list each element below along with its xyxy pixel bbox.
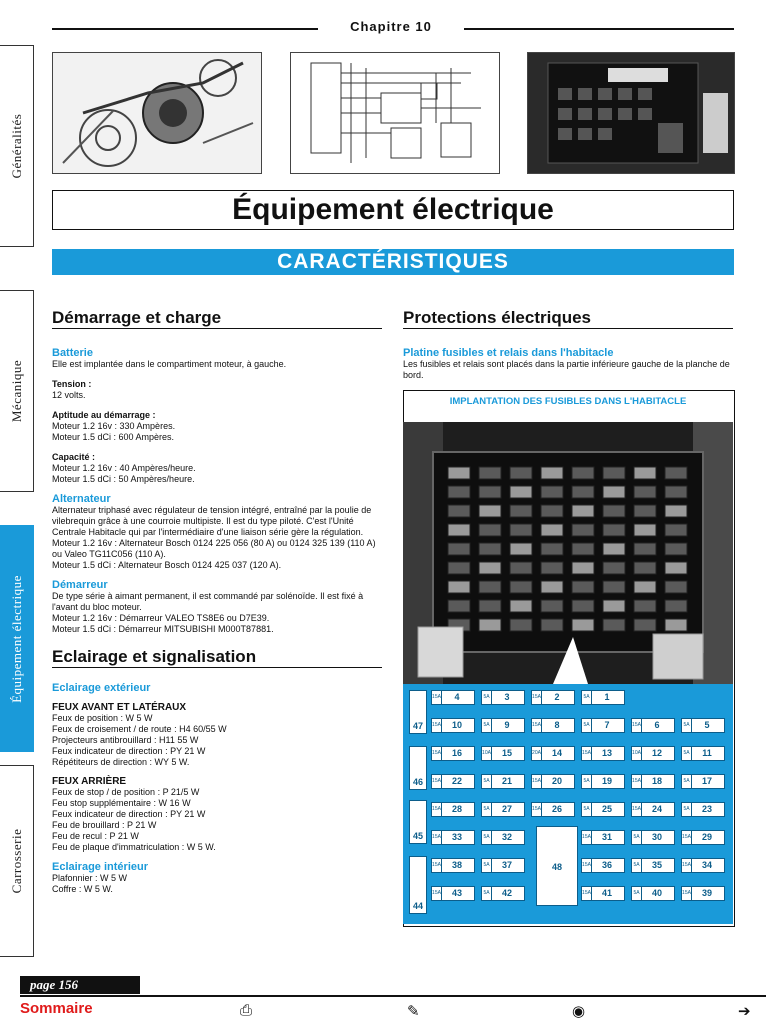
alternateur-heading: Alternateur [52, 493, 111, 505]
eclairage-int-line: Coffre : W 5 W. [52, 884, 113, 894]
aptitude-line: Moteur 1.5 dCi : 600 Ampères. [52, 432, 175, 442]
fuse-35: 5A 35 [631, 858, 675, 873]
feux-arriere-line: Feu de plaque d'immatriculation : W 5 W. [52, 842, 216, 852]
fuse-40: 5A 40 [631, 886, 675, 901]
fuse-22: 15A 22 [431, 774, 475, 789]
fuse-39: 15A 39 [681, 886, 725, 901]
footer-rule [20, 995, 766, 997]
section-heading-protections: Protections électriques [403, 308, 592, 327]
fuse-12: 10A 12 [631, 746, 675, 761]
right-column [403, 308, 733, 381]
fuse-5: 5A 5 [681, 718, 725, 733]
left-column [52, 308, 382, 895]
document-icon[interactable]: ✎ [407, 1003, 420, 1020]
feux-arriere-line: Feu de recul : P 21 W [52, 831, 139, 841]
fuse-29: 15A 29 [681, 830, 725, 845]
demarreur-line: Moteur 1.2 16v : Démarreur VALEO TS8E6 ou D7E39. [52, 613, 270, 623]
fuse-37: 5A 37 [481, 858, 525, 873]
platine-heading: Platine fusibles et relais dans l'habitacle [403, 347, 614, 359]
side-tab-equipement[interactable]: Équipement électrique [0, 525, 34, 752]
fuse-33: 15A 33 [431, 830, 475, 845]
side-tab-mecanique[interactable]: Mécanique [0, 290, 34, 492]
heading-rule [403, 328, 733, 329]
fuse-layout-diagram [403, 684, 733, 924]
fuse-44: 44 [409, 856, 427, 914]
side-tab-carrosserie[interactable]: Carrosserie [0, 765, 34, 957]
feux-arriere-line: Feux indicateur de direction : PY 21 W [52, 809, 206, 819]
batterie-intro: Elle est implantée dans le compartiment moteur, à gauche. [52, 359, 287, 369]
feux-avant-line: Projecteurs antibrouillard : H11 55 W [52, 735, 199, 745]
heading-rule [52, 328, 382, 329]
fuse-48: 48 [536, 826, 578, 906]
feux-arriere-line: Feux de stop / de position : P 21/5 W [52, 787, 200, 797]
chapter-label: Chapitre 10 [318, 19, 464, 37]
fuse-8: 15A 8 [531, 718, 575, 733]
search-binoculars-icon[interactable]: ◉ [572, 1003, 586, 1020]
fuse-34: 15A 34 [681, 858, 725, 873]
fuse-21: 5A 21 [481, 774, 525, 789]
fuse-10: 15A 10 [431, 718, 475, 733]
demarreur-line: Moteur 1.5 dCi : Démarreur MITSUBISHI M000T87881. [52, 624, 274, 634]
print-icon[interactable]: ⎙ [240, 1002, 253, 1019]
fuse-1: 5A 1 [581, 690, 625, 705]
feux-arriere-label: FEUX ARRIÈRE [52, 776, 127, 787]
tension-label: Tension : [52, 379, 92, 389]
feux-avant-line: Feux de position : W 5 W [52, 713, 153, 723]
section-band: CARACTÉRISTIQUES [52, 249, 734, 275]
alternator-photo [52, 52, 262, 174]
fuse-27: 5A 27 [481, 802, 525, 817]
fuse-13: 15A 13 [581, 746, 625, 761]
fuse-7: 5A 7 [581, 718, 625, 733]
fuse-2: 15A 2 [531, 690, 575, 705]
fuse-25: 5A 25 [581, 802, 625, 817]
fuse-30: 5A 30 [631, 830, 675, 845]
feux-arriere-line: Feu de brouillard : P 21 W [52, 820, 157, 830]
next-arrow-icon[interactable]: ➔ [738, 1003, 751, 1020]
fuse-47: 47 [409, 690, 427, 734]
fuse-14: 20A 14 [531, 746, 575, 761]
tension-value: 12 volts. [52, 390, 86, 400]
fuse-38: 15A 38 [431, 858, 475, 873]
fuse-32: 5A 32 [481, 830, 525, 845]
capacite-line: Moteur 1.2 16v : 40 Ampères/heure. [52, 463, 196, 473]
fuse-43: 15A 43 [431, 886, 475, 901]
eclairage-int-line: Plafonnier : W 5 W [52, 873, 128, 883]
side-tab-generalites[interactable]: Généralités [0, 45, 34, 247]
wiring-diagram [290, 52, 500, 174]
section-heading-demarrage: Démarrage et charge [52, 308, 222, 327]
fuse-26: 15A 26 [531, 802, 575, 817]
fuse-9: 5A 9 [481, 718, 525, 733]
fuse-11: 5A 11 [681, 746, 725, 761]
fuse-box-photo [527, 52, 735, 174]
fuse-42: 5A 42 [481, 886, 525, 901]
aptitude-label: Aptitude au démarrage : [52, 410, 156, 420]
heading-rule [52, 667, 382, 668]
platine-text: Les fusibles et relais sont placés dans la partie inférieure gauche de la planche de bord. [403, 359, 730, 380]
section-heading-eclairage: Eclairage et signalisation [52, 647, 257, 666]
fuse-28: 15A 28 [431, 802, 475, 817]
fuse-19: 5A 19 [581, 774, 625, 789]
demarreur-text: De type série à aimant permanent, il est commandé par solénoïde. Il est fixé à l'avant du bloc moteur. [52, 591, 364, 612]
feux-avant-label: FEUX AVANT ET LATÉRAUX [52, 702, 187, 713]
fuse-3: 5A 3 [481, 690, 525, 705]
alternateur-text: Alternateur triphasé avec régulateur de tension intégré, entraîné par la poulie de vilebrequin grâce à une courroie multipiste. Il est du type piloté. C'est l'Unité Centrale Habitacle qui par l'intermédiaire d'une liaison série gère la régulation. [52, 505, 372, 537]
feux-arriere-line: Feu stop supplémentaire : W 16 W [52, 798, 191, 808]
eclairage-int-heading: Eclairage intérieur [52, 861, 148, 873]
feux-avant-line: Répétiteurs de direction : WY 5 W. [52, 757, 190, 767]
capacite-line: Moteur 1.5 dCi : 50 Ampères/heure. [52, 474, 195, 484]
fuse-24: 15A 24 [631, 802, 675, 817]
aptitude-line: Moteur 1.2 16v : 330 Ampères. [52, 421, 176, 431]
fuse-31: 15A 31 [581, 830, 625, 845]
batterie-heading: Batterie [52, 347, 93, 359]
fuse-6: 15A 6 [631, 718, 675, 733]
fuse-4: 15A 4 [431, 690, 475, 705]
demarreur-heading: Démarreur [52, 579, 108, 591]
fuse-36: 15A 36 [581, 858, 625, 873]
fuse-23: 5A 23 [681, 802, 725, 817]
fuse-15: 10A 15 [481, 746, 525, 761]
alternateur-line: Moteur 1.2 16v : Alternateur Bosch 0124 225 056 (80 A) ou 0124 325 139 (110 A) ou Valeo TG11C056 (110 A). [52, 538, 376, 559]
fuse-41: 15A 41 [581, 886, 625, 901]
fuse-18: 15A 18 [631, 774, 675, 789]
fuse-45: 45 [409, 800, 427, 844]
sommaire-link[interactable]: Sommaire [20, 1000, 93, 1017]
page-title: Équipement électrique [52, 190, 734, 230]
fuse-16: 15A 16 [431, 746, 475, 761]
fuse-46: 46 [409, 746, 427, 790]
fuse-20: 15A 20 [531, 774, 575, 789]
feux-avant-line: Feux indicateur de direction : PY 21 W [52, 746, 206, 756]
page-number: page 156 [20, 976, 140, 994]
fuse-17: 5A 17 [681, 774, 725, 789]
capacite-label: Capacité : [52, 452, 96, 462]
eclairage-ext-heading: Eclairage extérieur [52, 682, 151, 694]
feux-avant-line: Feux de croisement / de route : H4 60/55 W [52, 724, 227, 734]
fuse-panel-photo [403, 422, 733, 684]
fuse-diagram-title: IMPLANTATION DES FUSIBLES DANS L'HABITACLE [449, 396, 687, 407]
alternateur-line: Moteur 1.5 dCi : Alternateur Bosch 0124 425 037 (120 A). [52, 560, 282, 570]
